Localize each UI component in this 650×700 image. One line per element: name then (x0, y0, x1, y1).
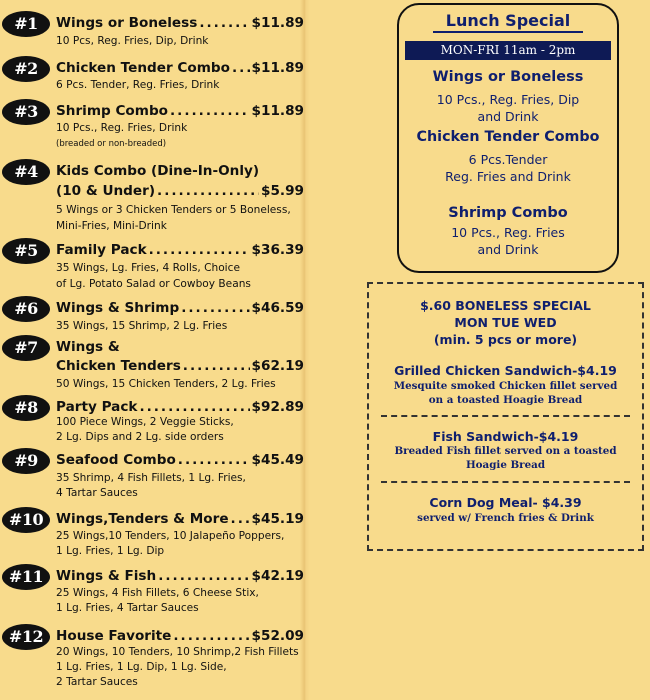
lunch-item-description: 6 Pcs.Tender (468, 152, 548, 167)
item-description: of Lg. Potato Salad or Cowboy Beans (56, 278, 251, 290)
specials-header: $.60 BONELESS SPECIAL (420, 298, 591, 313)
item-price: $45.49 (251, 452, 304, 468)
item-description: 2 Tartar Sauces (56, 676, 138, 688)
item-description: 25 Wings, 4 Fish Fillets, 6 Cheese Stix, (56, 587, 259, 599)
special-item-description: on a toasted Hoagie Bread (428, 394, 583, 406)
special-item-description: Mesquite smoked Chicken fillet served (393, 380, 618, 392)
item-description: 100 Piece Wings, 2 Veggie Sticks, (56, 416, 234, 428)
specials-header: MON TUE WED (454, 315, 557, 330)
item-number-badge: #2 (2, 56, 50, 82)
lunch-item-description: Reg. Fries and Drink (445, 169, 571, 184)
item-number-badge: #11 (2, 564, 50, 590)
item-description: 20 Wings, 10 Tenders, 10 Shrimp,2 Fish Fillets (56, 646, 299, 658)
lunch-special-box (397, 3, 619, 273)
item-name: Chicken Tender Combo (56, 60, 230, 76)
item-name: Kids Combo (Dine-In-Only) (56, 163, 260, 179)
special-item-name: Fish Sandwich-$4.19 (432, 429, 579, 444)
item-price: $45.19 (251, 511, 304, 527)
combo-menu-list (0, 0, 305, 700)
item-name: House Favorite (56, 628, 172, 644)
divider (381, 481, 630, 483)
item-description: 35 Wings, Lg. Fries, 4 Rolls, Choice (56, 262, 240, 274)
item-number-badge: #5 (2, 238, 50, 264)
item-description: 35 Shrimp, 4 Fish Fillets, 1 Lg. Fries, (56, 472, 246, 484)
item-description: 50 Wings, 15 Chicken Tenders, 2 Lg. Fries (56, 378, 276, 390)
item-number-badge: #7 (2, 335, 50, 361)
item-description: 4 Tartar Sauces (56, 487, 138, 499)
lunch-special-title: Lunch Special (433, 11, 583, 33)
lunch-item-description: and Drink (477, 242, 539, 257)
item-price: $42.19 (251, 568, 304, 584)
specials-header: (min. 5 pcs or more) (433, 332, 578, 347)
item-price: $46.59 (251, 300, 304, 316)
item-price: $11.89 (251, 103, 304, 119)
item-description: 10 Pcs, Reg. Fries, Dip, Drink (56, 35, 209, 47)
item-number-badge: #1 (2, 11, 50, 37)
divider (381, 415, 630, 417)
item-price: $36.39 (251, 242, 304, 258)
item-description: 25 Wings,10 Tenders, 10 Jalapeño Poppers, (56, 530, 285, 542)
lunch-item-name: Chicken Tender Combo (416, 129, 600, 145)
item-description: 6 Pcs. Tender, Reg. Fries, Drink (56, 79, 220, 91)
item-number-badge: #9 (2, 448, 50, 474)
item-description: Mini-Fries, Mini-Drink (56, 220, 167, 232)
item-name: Wings & (56, 339, 120, 355)
lunch-item-description: and Drink (477, 109, 539, 124)
item-name: Wings or Boneless (56, 15, 198, 31)
item-name: Party Pack (56, 399, 138, 415)
special-item-name: Grilled Chicken Sandwich-$4.19 (394, 363, 617, 378)
item-name: Seafood Combo (56, 452, 176, 468)
item-name: Wings & Fish (56, 568, 157, 584)
item-name: Wings & Shrimp (56, 300, 180, 316)
item-number-badge: #4 (2, 159, 50, 185)
item-price: $5.99 (261, 183, 304, 199)
item-name-line2: (10 & Under) (56, 183, 156, 199)
daily-specials-box (367, 282, 644, 551)
lunch-item-name: Wings or Boneless (432, 69, 584, 85)
special-item-name: Corn Dog Meal- $4.39 (429, 495, 582, 510)
lunch-item-description: 10 Pcs., Reg. Fries, Dip (436, 92, 580, 107)
item-note: (breaded or non-breaded) (56, 139, 167, 149)
item-description: 35 Wings, 15 Shrimp, 2 Lg. Fries (56, 320, 228, 332)
item-price: $11.89 (251, 15, 304, 31)
item-price: $62.19 (251, 358, 304, 374)
item-number-badge: #3 (2, 99, 50, 125)
item-name: Wings,Tenders & More (56, 511, 229, 527)
lunch-item-description: 10 Pcs., Reg. Fries (451, 225, 565, 240)
lunch-special-hours: MON-FRI 11am - 2pm (405, 41, 611, 60)
special-item-description: Hoagie Bread (465, 459, 546, 471)
item-number-badge: #8 (2, 395, 50, 421)
item-name: Family Pack (56, 242, 147, 258)
item-price: $11.89 (251, 60, 304, 76)
item-description: 1 Lg. Fries, 4 Tartar Sauces (56, 602, 199, 614)
item-name: Shrimp Combo (56, 103, 169, 119)
item-description: 10 Pcs., Reg. Fries, Drink (56, 122, 188, 134)
item-number-badge: #12 (2, 624, 50, 650)
special-item-description: served w/ French fries & Drink (417, 512, 594, 524)
item-description: 1 Lg. Fries, 1 Lg. Dip (56, 545, 165, 557)
item-description: 5 Wings or 3 Chicken Tenders or 5 Boneless, (56, 204, 291, 216)
item-name-line2: Chicken Tenders (56, 358, 181, 374)
item-number-badge: #10 (2, 507, 50, 533)
item-price: $92.89 (251, 399, 304, 415)
item-price: $52.09 (251, 628, 304, 644)
item-description: 1 Lg. Fries, 1 Lg. Dip, 1 Lg. Side, (56, 661, 227, 673)
special-item-description: Breaded Fish fillet served on a toasted (394, 445, 617, 457)
lunch-item-name: Shrimp Combo (448, 205, 568, 221)
item-number-badge: #6 (2, 296, 50, 322)
item-description: 2 Lg. Dips and 2 Lg. side orders (56, 431, 224, 443)
